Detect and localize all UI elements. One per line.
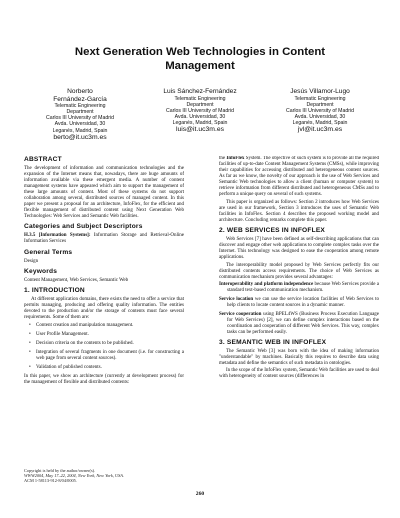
paper-title <box>0 46 400 73</box>
author-affiliation: Department <box>306 101 334 108</box>
list-item <box>24 365 184 371</box>
semantic-web-text: The Semantic Web [3] was born with the idea of making information "understandable" by machines. Basically this requires to describe data using metadata and define the semantics of such metadata in ontologies. <box>219 348 379 366</box>
general-terms-text: Design <box>24 258 39 264</box>
list-item-text: User Profile Management. <box>36 331 89 337</box>
web-services-heading: 2. WEB SERVICES IN INFOFLEX <box>219 227 326 235</box>
author-affiliation: Carlos III University of Madrid <box>45 115 115 122</box>
categories-heading: Categories and Subject Descriptors <box>24 223 143 231</box>
keywords-text: Content Management, Web Services, Semantic Web <box>24 277 129 283</box>
definition-term: Service location <box>219 296 254 302</box>
bullet-icon: • <box>29 349 31 355</box>
list-item-text: Content creation and manipulation management. <box>36 322 134 328</box>
author-affiliation: Leganés, Madrid, Spain <box>292 119 348 126</box>
list-item <box>24 350 184 362</box>
author-email: jvl@it.uc3m.es <box>297 126 343 134</box>
semantic-web-text-2: In the scope of the InfoFlex system, Semantic Web facilities are used to deal with heterogeneity of content sources (differences in <box>219 368 379 380</box>
author-affiliation: Avda. Universidad, 30 <box>54 121 106 128</box>
author-name: Norberto <box>67 88 93 95</box>
list-item <box>24 323 184 329</box>
bullet-icon: • <box>29 340 31 346</box>
list-item-text: Validation of published contents. <box>36 365 102 371</box>
left-column <box>24 156 184 388</box>
bullet-icon: • <box>29 322 31 328</box>
categories-description: Information Storage and Retrieval-Online Information Services <box>24 233 184 245</box>
author-2 <box>142 88 258 142</box>
copyright-line: ACM 1-58113-912-8/04/0005. <box>24 478 77 484</box>
list-item <box>24 341 184 347</box>
paper-title-line: Next Generation Web Technologies in Content <box>74 46 326 58</box>
page-number: 260 <box>195 491 205 497</box>
author-email: luis@it.uc3m.es <box>175 126 225 134</box>
author-affiliation: Telematic Engineering <box>174 95 226 102</box>
paper-title-line: Management <box>165 59 235 72</box>
bullet-icon: • <box>29 331 31 337</box>
author-affiliation: Carlos III University of Madrid <box>285 107 355 114</box>
keywords-heading: Keywords <box>24 267 58 275</box>
definition-text: using BPEL4WS (Business Process Execution Language for Web Services) [2], we can define complex interactions based on the coordination and cooperation of different Web Services. This way, complex tasks can be performed easily. <box>227 311 379 335</box>
author-affiliation: Telematic Engineering <box>294 95 346 102</box>
abstract-heading: ABSTRACT <box>24 156 62 163</box>
author-1 <box>22 88 138 142</box>
copyright-venue: WWW2004, May 17–22, 2004, New York, New York, USA. <box>24 473 124 479</box>
copyright-notice <box>24 468 184 483</box>
list-item-text: Integration of several fragments in one document (i.e. for constructing a web page from several content sources). <box>36 349 184 361</box>
bullet-icon: • <box>29 365 31 371</box>
introduction-text: At different application domains, there exists the need to offer a service that permits managing, producing and offering quality information. The entities devoted to the production and/or the storage of contents must face several requirements. Some of them are: <box>24 296 184 320</box>
author-affiliation: Department <box>66 109 94 116</box>
definition-term: Service cooperation <box>219 311 262 317</box>
system-text: System. The objective of such system is to provide all the required facilities of up-to-date Content Management Systems (CMSs), while improving their capabilities for accessing distributed and heterogeneous content sources. As far as we know, the novelty of our approach is the use of Web Services and Semantic Web technologies to allow a client (human or computer system) to retrieve information from different distributed and heterogeneous CMSs and to perform a unique query on several of such systems. <box>219 156 379 198</box>
general-terms-heading: General Terms <box>24 248 73 256</box>
definition-text: because Web Services provide a standard text-based communication mechanism. <box>227 282 379 294</box>
author-affiliation: Carlos III University of Madrid <box>165 107 235 114</box>
categories-code: H.3.5 [Information Systems]: <box>24 233 91 239</box>
author-affiliation: Department <box>186 101 214 108</box>
system-lead: the <box>219 156 226 161</box>
introduction-heading: 1. INTRODUCTION <box>24 286 85 294</box>
system-description <box>219 156 379 198</box>
author-name: Jesús Villamor-Lugo <box>290 88 350 95</box>
outline-text: This paper is organized as follows: Section 2 introduces how Web Services are used in our framework, Section 3 introduces the uses of Semantic Web facilities in InfoFlex. Section 4 describes the proposed working model and architecture. Concluding remarks complete this paper. <box>219 199 379 223</box>
list-item-text: Decision criteria on the contents to be published. <box>36 340 134 346</box>
web-services-text: Web Services [7] have been defined as self-describing applications that can discover and engage other web applications to complete complex tasks over the Internet. This technology was designed to ease the cooperation among remote applications. <box>219 237 379 261</box>
author-affiliation: Leganés, Madrid, Spain <box>172 119 228 126</box>
definition-term: Interoperability and platform independence <box>219 282 314 288</box>
system-name: InfoFlex <box>226 156 245 161</box>
author-3 <box>262 88 378 142</box>
definition-item <box>219 282 379 294</box>
list-item <box>24 332 184 338</box>
right-column <box>219 156 379 382</box>
author-affiliation: Telematic Engineering <box>54 103 106 110</box>
requirements-list <box>24 323 184 371</box>
author-email: berto@it.uc3m.es <box>53 133 107 141</box>
author-affiliation: Leganés, Madrid, Spain <box>52 127 108 134</box>
author-name: Fernández-García <box>53 95 107 103</box>
introduction-text-2: In this paper, we show an architecture (currently at development process) for the management of flexible and distributed contents: <box>24 374 184 386</box>
author-block <box>22 88 378 142</box>
definition-text: we can use the service location facilities of Web Services to help clients to locate content sources in a dynamic manner. <box>227 296 379 308</box>
categories-text <box>24 233 184 245</box>
definition-item <box>219 312 379 336</box>
web-services-text-2: The interoperability model proposed by Web Services perfectly fits our distributed contents access requirements. The choice of Web Services as communication mechanism provides several advantages: <box>219 262 379 280</box>
author-name: Luis Sánchez-Fernández <box>163 88 237 95</box>
author-affiliation: Avda. Universidad, 30 <box>294 113 346 120</box>
copyright-line: Copyright is held by the author/owner(s). <box>24 468 96 473</box>
author-affiliation: Avda. Universidad, 30 <box>174 113 226 120</box>
abstract-text: The development of information and communication technologies and the expansion of the Internet means that, nowadays, there are huge amounts of information available via these emergent media. A number of content management systems have appeared which aim to support the management of these large amounts of content. Most of these systems do not support collaboration among several, distributed sources of managed content. In this paper we present a proposal for an architecture, InfoFlex, for the efficient and flexible management of distributed content using Next Generation Web Technologies: Web Services and Semantic Web facilities. <box>24 166 184 220</box>
definition-item <box>219 297 379 309</box>
semantic-web-heading: 3. SEMANTIC WEB IN INFOFLEX <box>219 338 327 346</box>
